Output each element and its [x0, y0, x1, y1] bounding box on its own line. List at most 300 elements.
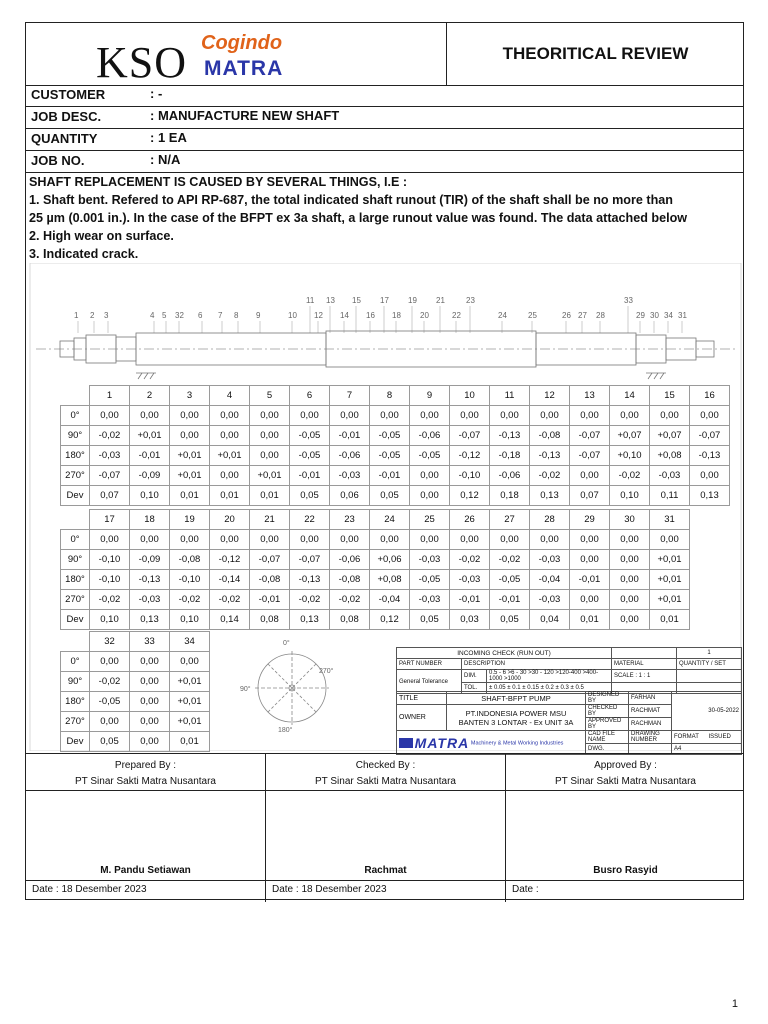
- column-header: 11: [490, 386, 530, 406]
- table-cell: 0,07: [570, 486, 610, 506]
- shaft-point-label: 12: [314, 311, 323, 320]
- dim-label: DIM.: [462, 670, 487, 683]
- table-cell: 0,00: [210, 406, 250, 426]
- table-cell: -0,10: [90, 570, 130, 590]
- table-cell: -0,05: [370, 446, 410, 466]
- column-header: 23: [330, 510, 370, 530]
- page-number: 1: [731, 998, 738, 1010]
- replacement-reasons: [29, 173, 741, 263]
- table-cell: +0,08: [370, 570, 410, 590]
- table-cell: -0,03: [410, 550, 450, 570]
- table-cell: -0,07: [690, 426, 730, 446]
- row-label: Dev: [61, 486, 90, 506]
- table-cell: 0,05: [410, 610, 450, 630]
- approver-name: RACHMAN: [629, 718, 672, 731]
- approved-date: Date :: [512, 884, 539, 895]
- checked-by-label: CHECKED BY: [586, 705, 629, 718]
- drawing-number-label: DRAWING NUMBER: [629, 731, 672, 744]
- job-no-label: JOB NO.: [31, 153, 85, 168]
- table-row: [61, 550, 690, 570]
- table-row: [61, 406, 730, 426]
- table-cell: -0,02: [90, 426, 130, 446]
- table-cell: 0,00: [650, 530, 690, 550]
- table-cell: 0,12: [450, 486, 490, 506]
- tol-values: ± 0.05 ± 0.1 ± 0.15 ± 0.2 ± 0.3 ± 0.5: [487, 683, 612, 694]
- table-cell: 0,08: [250, 610, 290, 630]
- table-cell: -0,01: [570, 570, 610, 590]
- reason-2: 2. High wear on surface.: [29, 229, 174, 243]
- column-header: 14: [610, 386, 650, 406]
- title-label: TITLE: [397, 692, 447, 705]
- table-row: [61, 486, 730, 506]
- column-header: 19: [170, 510, 210, 530]
- table-cell: -0,01: [290, 466, 330, 486]
- column-header: 28: [530, 510, 570, 530]
- customer-row: [26, 85, 743, 107]
- table-cell: 0,00: [570, 590, 610, 610]
- table-cell: -0,12: [210, 550, 250, 570]
- table-cell: 0,01: [650, 610, 690, 630]
- shaft-point-label: 30: [650, 311, 659, 320]
- column-header: 3: [170, 386, 210, 406]
- table-cell: 0,06: [330, 486, 370, 506]
- table-cell: -0,03: [530, 590, 570, 610]
- column-header: 15: [650, 386, 690, 406]
- prepared-by-company: PT Sinar Sakti Matra Nusantara: [75, 776, 216, 787]
- table-cell: +0,01: [130, 426, 170, 446]
- job-no-row: [26, 151, 743, 173]
- row-label: 0°: [61, 530, 90, 550]
- table-cell: 0,01: [210, 486, 250, 506]
- table-cell: -0,07: [90, 466, 130, 486]
- table-cell: +0,01: [170, 712, 210, 732]
- table-row: [61, 692, 210, 712]
- table-cell: -0,08: [330, 570, 370, 590]
- row-label: 180°: [61, 570, 90, 590]
- table-cell: 0,00: [610, 570, 650, 590]
- table-cell: -0,09: [130, 550, 170, 570]
- column-header: 13: [570, 386, 610, 406]
- table-cell: 0,01: [170, 732, 210, 752]
- table-row: [61, 732, 210, 752]
- table-cell: -0,06: [490, 466, 530, 486]
- table-cell: 0,10: [90, 610, 130, 630]
- general-tolerance: General Tolerance: [397, 670, 462, 694]
- shaft-point-label: 23: [466, 296, 475, 305]
- table-cell: 0,05: [370, 486, 410, 506]
- table-cell: 0,00: [130, 692, 170, 712]
- column-header: 7: [330, 386, 370, 406]
- customer-value: : -: [150, 86, 163, 101]
- table-cell: 0,00: [210, 466, 250, 486]
- table-cell: -0,02: [490, 550, 530, 570]
- shaft-point-label: 2: [90, 311, 95, 320]
- table-cell: 0,00: [90, 406, 130, 426]
- column-header: 32: [90, 632, 130, 652]
- table-cell: +0,01: [650, 550, 690, 570]
- table-cell: 0,00: [450, 530, 490, 550]
- table-row: [61, 712, 210, 732]
- table-cell: 0,00: [130, 672, 170, 692]
- table-cell: +0,01: [170, 466, 210, 486]
- shaft-point-label: 28: [596, 311, 605, 320]
- runout-table-1: [60, 385, 730, 506]
- table-cell: 0,00: [610, 406, 650, 426]
- shaft-drawing-area: [26, 263, 745, 751]
- table-cell: 0,01: [570, 610, 610, 630]
- reasons-heading: SHAFT REPLACEMENT IS CAUSED BY SEVERAL THINGS, I.E :: [29, 175, 408, 189]
- shaft-point-label: 3: [104, 311, 109, 320]
- column-header: 20: [210, 510, 250, 530]
- prepared-date: Date : 18 Desember 2023: [32, 884, 147, 895]
- table-cell: 0,00: [570, 406, 610, 426]
- dim-values: 0.5 - 6 >6 - 30 >30 - 120 >120-400 >400-1000 >1000: [487, 670, 612, 683]
- description-header: DESCRIPTION: [462, 659, 612, 670]
- material-header: MATERIAL: [612, 659, 677, 670]
- qty-set-header: QUANTITY / SET: [677, 659, 742, 670]
- designer-name: FARHAN: [629, 692, 672, 705]
- table-cell: -0,10: [450, 466, 490, 486]
- table-cell: 0,00: [330, 406, 370, 426]
- column-header: 9: [410, 386, 450, 406]
- row-label: 90°: [61, 550, 90, 570]
- table-cell: -0,13: [690, 446, 730, 466]
- shaft-supports: [136, 373, 666, 379]
- shaft-point-label: 19: [408, 296, 417, 305]
- shaft-point-label: 32: [175, 311, 184, 320]
- table-cell: 0,01: [170, 486, 210, 506]
- table-cell: 0,00: [130, 530, 170, 550]
- table-cell: -0,03: [410, 590, 450, 610]
- matra-company-name: MATRA: [414, 734, 470, 751]
- shaft-point-label: 15: [352, 296, 361, 305]
- circle-label-right: 270°: [319, 668, 334, 675]
- table-cell: -0,03: [530, 550, 570, 570]
- table-cell: 0,00: [170, 406, 210, 426]
- table-cell: 0,05: [290, 486, 330, 506]
- table-cell: 0,00: [570, 466, 610, 486]
- table-cell: +0,01: [210, 446, 250, 466]
- cad-file-label: CAD FILE NAME: [586, 731, 629, 744]
- shaft-point-label: 17: [380, 296, 389, 305]
- column-header: 31: [650, 510, 690, 530]
- table-cell: 0,00: [130, 406, 170, 426]
- job-desc-row: [26, 107, 743, 129]
- shaft-point-label: 8: [234, 311, 239, 320]
- table-cell: 0,00: [170, 426, 210, 446]
- signature-block: [26, 753, 743, 902]
- row-label: Dev: [61, 610, 90, 630]
- column-header: 6: [290, 386, 330, 406]
- table-cell: 0,00: [610, 610, 650, 630]
- table-cell: -0,05: [90, 692, 130, 712]
- row-label: 270°: [61, 466, 90, 486]
- dwg-label: DWG.: [586, 744, 629, 755]
- circle-label-top: 0°: [283, 640, 290, 647]
- runout-circle-diagram: [255, 651, 329, 725]
- table-cell: -0,03: [90, 446, 130, 466]
- table-cell: 0,00: [450, 406, 490, 426]
- table-cell: 0,00: [90, 652, 130, 672]
- table-cell: 0,00: [130, 712, 170, 732]
- table-cell: -0,05: [290, 446, 330, 466]
- table-cell: 0,00: [130, 652, 170, 672]
- scale: SCALE : 1 : 1: [612, 670, 677, 683]
- shaft-point-label: 25: [528, 311, 537, 320]
- prepared-by-label: Prepared By :: [114, 760, 177, 771]
- column-header: 25: [410, 510, 450, 530]
- shaft-point-label: 29: [636, 311, 645, 320]
- table-cell: 0,01: [250, 486, 290, 506]
- logo-cogindo: Cogindo: [201, 32, 283, 54]
- column-header: 22: [290, 510, 330, 530]
- approved-by-label: APPROVED BY: [586, 718, 629, 731]
- table-cell: 0,00: [250, 426, 290, 446]
- column-header: 1: [90, 386, 130, 406]
- part-number-header: PART NUMBER: [397, 659, 462, 670]
- format-label: FORMAT: [674, 734, 699, 740]
- table-cell: 0,03: [450, 610, 490, 630]
- table-cell: 0,00: [250, 406, 290, 426]
- row-label: 90°: [61, 672, 90, 692]
- table-cell: 0,08: [330, 610, 370, 630]
- title-block-top: [396, 647, 742, 694]
- table-row: [61, 610, 690, 630]
- row-label: Dev: [61, 732, 90, 752]
- approved-by-company: PT Sinar Sakti Matra Nusantara: [555, 776, 696, 787]
- company-logo: [26, 23, 447, 85]
- table-cell: -0,12: [450, 446, 490, 466]
- logo-matra: MATRA: [204, 57, 284, 80]
- column-header: 5: [250, 386, 290, 406]
- table-cell: 0,00: [490, 406, 530, 426]
- table-cell: 0,04: [530, 610, 570, 630]
- row-label: 270°: [61, 590, 90, 610]
- table-cell: -0,06: [410, 426, 450, 446]
- table-cell: -0,06: [330, 550, 370, 570]
- table-cell: 0,13: [690, 486, 730, 506]
- checked-by-column: [266, 754, 506, 902]
- table-cell: 0,18: [490, 486, 530, 506]
- table-cell: 0,14: [210, 610, 250, 630]
- shaft-point-label: 5: [162, 311, 167, 320]
- table-cell: -0,08: [170, 550, 210, 570]
- prepared-by-name: M. Pandu Setiawan: [100, 865, 191, 876]
- table-cell: 0,13: [130, 610, 170, 630]
- column-header: 24: [370, 510, 410, 530]
- approved-by-column: [506, 754, 745, 902]
- table-cell: -0,07: [250, 550, 290, 570]
- checker-name: RACHMAT: [629, 705, 672, 718]
- table-cell: -0,01: [450, 590, 490, 610]
- row-label: 0°: [61, 652, 90, 672]
- table-row: [61, 652, 210, 672]
- table-cell: +0,01: [170, 692, 210, 712]
- format-value: A4: [672, 744, 742, 755]
- owner-value-1: PT.INDONESIA POWER MSU: [465, 708, 567, 718]
- shaft-point-label: 18: [392, 311, 401, 320]
- shaft-point-label: 7: [218, 311, 223, 320]
- table-cell: 0,00: [570, 530, 610, 550]
- table-cell: -0,01: [370, 466, 410, 486]
- shaft-point-label: 16: [366, 311, 375, 320]
- document-header: [26, 23, 743, 86]
- table-cell: +0,07: [650, 426, 690, 446]
- table-cell: 0,00: [690, 406, 730, 426]
- designed-by-label: DESIGNED BY: [586, 692, 629, 705]
- table-cell: 0,05: [90, 732, 130, 752]
- job-desc-label: JOB DESC.: [31, 109, 102, 124]
- owner-label: OWNER: [397, 705, 447, 731]
- shaft-point-label: 10: [288, 311, 297, 320]
- table-cell: 0,00: [650, 406, 690, 426]
- shaft-point-label: 11: [306, 296, 315, 305]
- title-value: SHAFT-BFPT PUMP: [447, 692, 586, 705]
- approved-by-name: Busro Rasyid: [593, 865, 658, 876]
- table-cell: -0,07: [570, 446, 610, 466]
- table-cell: 0,00: [370, 530, 410, 550]
- column-header: 34: [170, 632, 210, 652]
- table-cell: -0,07: [570, 426, 610, 446]
- shaft-point-label: 6: [198, 311, 203, 320]
- table-cell: -0,01: [250, 590, 290, 610]
- table-cell: 0,00: [90, 712, 130, 732]
- column-header: 10: [450, 386, 490, 406]
- circle-label-bottom: 180°: [278, 727, 293, 734]
- column-header: 27: [490, 510, 530, 530]
- table-cell: -0,14: [210, 570, 250, 590]
- table-cell: 0,11: [650, 486, 690, 506]
- table-cell: -0,02: [90, 672, 130, 692]
- table-cell: -0,07: [450, 426, 490, 446]
- shaft-point-label: 21: [436, 296, 445, 305]
- table-cell: 0,00: [170, 530, 210, 550]
- checked-by-label: Checked By :: [355, 760, 416, 771]
- shaft-point-label: 26: [562, 311, 571, 320]
- shaft-point-label: 24: [498, 311, 507, 320]
- table-cell: -0,01: [490, 590, 530, 610]
- table-cell: 0,10: [130, 486, 170, 506]
- checked-date: Date : 18 Desember 2023: [272, 884, 387, 895]
- table-cell: 0,00: [90, 530, 130, 550]
- table-cell: 0,00: [410, 486, 450, 506]
- table-cell: -0,05: [490, 570, 530, 590]
- table-cell: -0,13: [130, 570, 170, 590]
- table-cell: -0,02: [170, 590, 210, 610]
- table-cell: +0,01: [250, 466, 290, 486]
- reason-1-continued: 25 µm (0.001 in.). In the case of the BFPT ex 3a shaft, a large runout value was found. The data attached below: [29, 211, 688, 225]
- incoming-check: INCOMING CHECK (RUN OUT): [397, 648, 612, 659]
- table-cell: -0,13: [530, 446, 570, 466]
- column-header: 18: [130, 510, 170, 530]
- approved-by-label: Approved By :: [594, 760, 657, 771]
- shaft-point-labels: [74, 296, 687, 333]
- document-frame: [25, 22, 744, 900]
- table-cell: -0,04: [370, 590, 410, 610]
- table-cell: 0,00: [170, 652, 210, 672]
- table-cell: -0,13: [290, 570, 330, 590]
- table-cell: -0,02: [290, 590, 330, 610]
- table-cell: +0,08: [650, 446, 690, 466]
- table-cell: +0,01: [650, 590, 690, 610]
- table-cell: -0,04: [530, 570, 570, 590]
- column-header: 17: [90, 510, 130, 530]
- quantity-label: QUANTITY: [31, 131, 98, 146]
- table-cell: -0,03: [650, 466, 690, 486]
- matra-company-sub: Machinery & Metal Working Industries: [470, 740, 564, 747]
- table-cell: +0,01: [170, 672, 210, 692]
- table-cell: -0,18: [490, 446, 530, 466]
- shaft-point-label: 4: [150, 311, 155, 320]
- table-row: [61, 672, 210, 692]
- table-cell: 0,00: [290, 530, 330, 550]
- runout-table-2: [60, 509, 690, 630]
- table-cell: -0,08: [530, 426, 570, 446]
- table-cell: 0,00: [490, 530, 530, 550]
- qty-set-value: 1: [677, 648, 742, 659]
- column-header: 30: [610, 510, 650, 530]
- table-cell: 0,00: [690, 466, 730, 486]
- table-cell: -0,08: [250, 570, 290, 590]
- table-cell: -0,05: [410, 446, 450, 466]
- column-header: 2: [130, 386, 170, 406]
- column-header: 26: [450, 510, 490, 530]
- shaft-point-label: 31: [678, 311, 687, 320]
- row-label: 0°: [61, 406, 90, 426]
- table-cell: +0,01: [170, 446, 210, 466]
- column-header: 12: [530, 386, 570, 406]
- table-cell: 0,00: [610, 550, 650, 570]
- table-cell: -0,13: [490, 426, 530, 446]
- table-cell: -0,05: [370, 426, 410, 446]
- customer-label: CUSTOMER: [31, 87, 106, 102]
- checked-by-company: PT Sinar Sakti Matra Nusantara: [315, 776, 456, 787]
- table-cell: 0,12: [370, 610, 410, 630]
- shaft-point-label: 20: [420, 311, 429, 320]
- table-cell: 0,00: [610, 590, 650, 610]
- table-cell: -0,07: [290, 550, 330, 570]
- title-block-bottom: [396, 691, 742, 755]
- table-cell: 0,07: [90, 486, 130, 506]
- table-cell: -0,05: [290, 426, 330, 446]
- table-cell: 0,00: [410, 530, 450, 550]
- runout-table-3: [60, 631, 210, 752]
- prepared-by-column: [26, 754, 266, 902]
- table-cell: -0,03: [330, 466, 370, 486]
- table-cell: -0,06: [330, 446, 370, 466]
- quantity-row: [26, 129, 743, 151]
- table-cell: +0,07: [610, 426, 650, 446]
- table-cell: -0,02: [530, 466, 570, 486]
- table-cell: -0,03: [450, 570, 490, 590]
- table-cell: 0,05: [490, 610, 530, 630]
- table-cell: 0,00: [530, 406, 570, 426]
- quantity-value: : 1 EA: [150, 130, 187, 145]
- shaft-point-label: 9: [256, 311, 261, 320]
- table-row: [61, 530, 690, 550]
- drawing-date: 30-05-2022: [672, 692, 742, 731]
- column-header: 4: [210, 386, 250, 406]
- table-cell: 0,00: [410, 406, 450, 426]
- table-cell: 0,00: [570, 550, 610, 570]
- table-row: [61, 466, 730, 486]
- table-cell: 0,13: [530, 486, 570, 506]
- table-cell: -0,02: [450, 550, 490, 570]
- issued-label: ISSUED: [708, 734, 731, 740]
- table-cell: 0,00: [130, 732, 170, 752]
- reason-1: 1. Shaft bent. Refered to API RP-687, the total indicated shaft runout (TIR) of the shaft shall be no more than: [29, 193, 673, 207]
- column-header: 16: [690, 386, 730, 406]
